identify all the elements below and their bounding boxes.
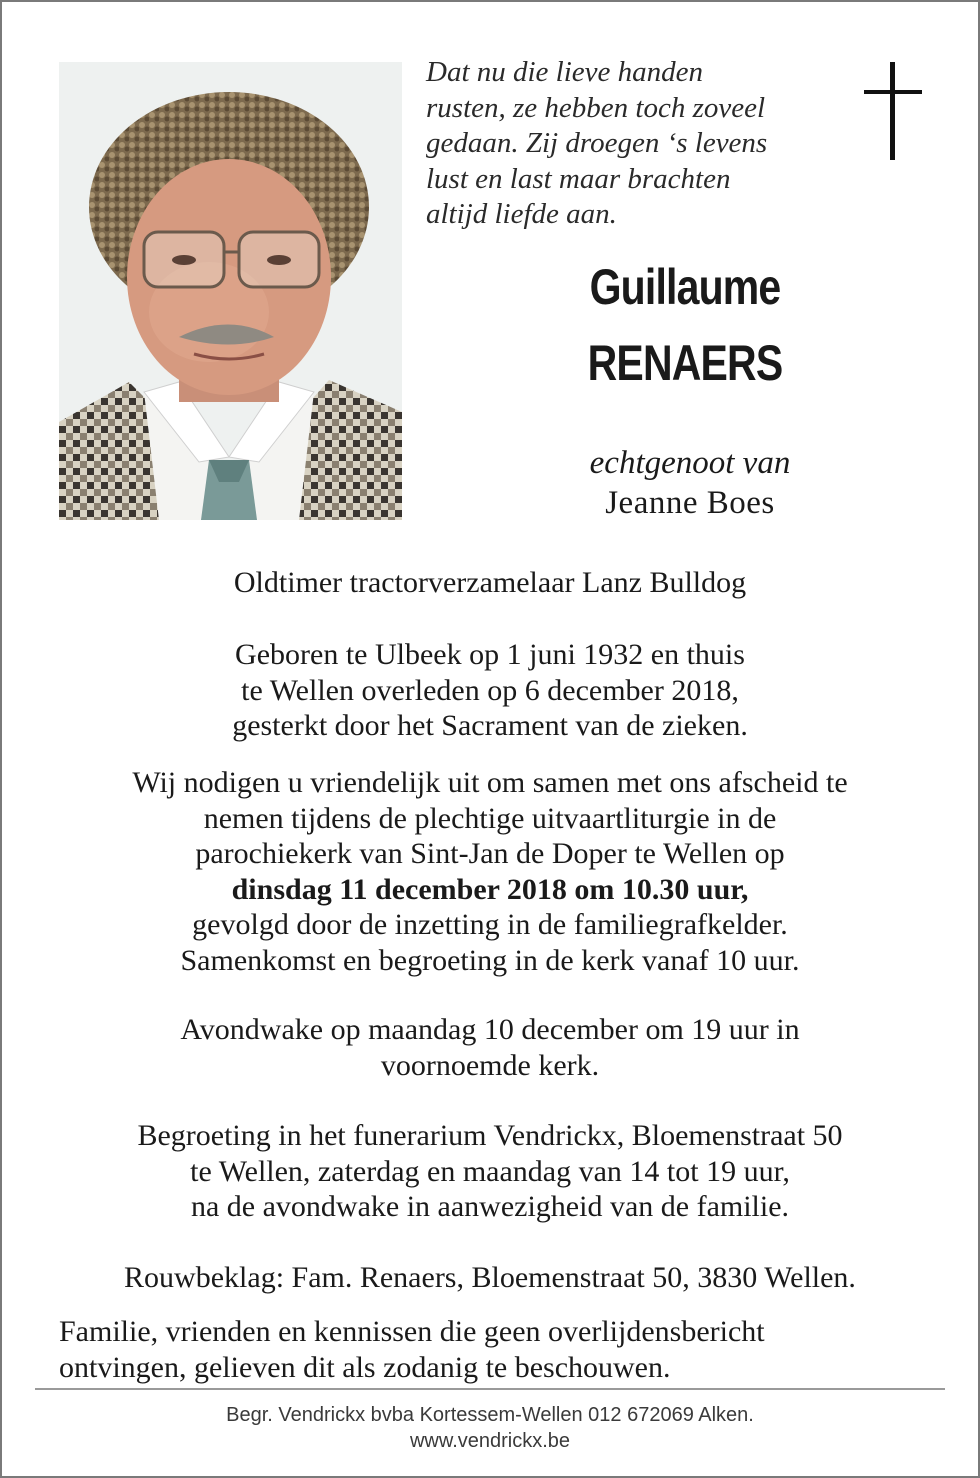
poem-line: gedaan. Zij droegen ‘s levens bbox=[426, 127, 768, 159]
notice-block bbox=[59, 1314, 939, 1385]
poem-line: Dat nu die lieve handen bbox=[426, 56, 704, 88]
wake-line: voornoemde kerk. bbox=[380, 1048, 600, 1082]
portrait-photo bbox=[59, 62, 402, 520]
birth-death-line: Geboren te Ulbeek op 1 juni 1932 en thuis bbox=[235, 638, 745, 671]
condolences-block bbox=[40, 1260, 940, 1296]
wake-line: Avondwake op maandag 10 december om 19 uur in bbox=[180, 1013, 800, 1046]
notice-line: ontvingen, gelieven dit als zodanig te beschouwen. bbox=[59, 1350, 671, 1384]
spouse-label: echtgenoot van bbox=[589, 445, 791, 481]
invitation-block bbox=[40, 765, 940, 978]
birth-death-line: te Wellen overleden op 6 december 2018, bbox=[241, 673, 739, 707]
website-link[interactable]: www.vendrickx.be bbox=[409, 1430, 571, 1452]
deceased-first-name: Guillaume bbox=[589, 259, 781, 315]
funeral-datetime: dinsdag 11 december 2018 om 10.30 uur, bbox=[231, 872, 749, 906]
invitation-line: parochiekerk van Sint-Jan de Doper te Wellen op bbox=[195, 837, 785, 870]
birth-death-line: gesterkt door het Sacrament van de zieken. bbox=[232, 709, 748, 742]
condolences-text: Rouwbeklag: Fam. Renaers, Bloemenstraat 50, 3830 Wellen. bbox=[124, 1261, 856, 1294]
memorial-poem bbox=[426, 55, 846, 233]
poem-line: rusten, ze hebben toch zoveel bbox=[426, 91, 766, 124]
undertaker-line: Begr. Vendrickx bvba Kortessem-Wellen 012 672069 Alken. bbox=[226, 1404, 754, 1426]
invitation-line: nemen tijdens de plechtige uitvaartliturgie in de bbox=[203, 801, 777, 835]
visitation-block bbox=[40, 1118, 940, 1225]
birth-death-block bbox=[40, 637, 940, 744]
hobby-text: Oldtimer tractorverzamelaar Lanz Bulldog bbox=[233, 566, 747, 599]
visitation-line: Begroeting in het funerarium Vendrickx, Bloemenstraat 50 bbox=[137, 1119, 843, 1152]
spouse-name: Jeanne Boes bbox=[605, 485, 775, 521]
hobby-line bbox=[40, 565, 940, 601]
poem-line: lust en last maar brachten bbox=[426, 162, 731, 195]
visitation-line: te Wellen, zaterdag en maandag van 14 tot 19 uur, bbox=[190, 1154, 790, 1188]
after-funeral-line: Samenkomst en begroeting in de kerk vanaf 10 uur. bbox=[180, 943, 800, 977]
deceased-last-name: RENAERS bbox=[587, 335, 783, 391]
wake-block bbox=[40, 1012, 940, 1083]
cross-icon bbox=[864, 62, 922, 160]
notice-line: Familie, vrienden en kennissen die geen overlijdensbericht bbox=[59, 1315, 765, 1348]
footer-divider bbox=[35, 1388, 945, 1390]
invitation-line: Wij nodigen u vriendelijk uit om samen met ons afscheid te bbox=[132, 766, 848, 799]
poem-line: altijd liefde aan. bbox=[426, 198, 617, 230]
visitation-line: na de avondwake in aanwezigheid van de familie. bbox=[190, 1190, 790, 1223]
after-funeral-line: gevolgd door de inzetting in de familiegrafkelder. bbox=[192, 908, 788, 941]
